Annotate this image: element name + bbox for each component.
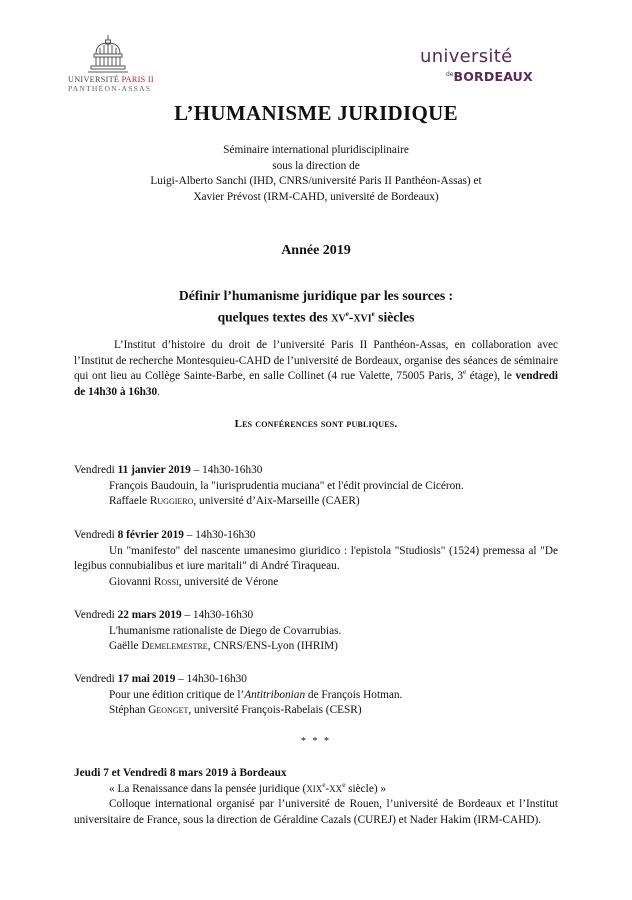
intro-paragraph: L’Institut d’histoire du droit de l’université Paris II Panthéon-Assas, en collaboration avec l’Institut de recherche Montesquieu-CAHD de l’université de Bordeaux, organise des séances de séminaire qui ont lieu au Collège Sainte-Barbe, en salle Collinet (4 rue Valette, 75005 Paris, 3e étage), le vendredi de 14h30 à 16h30. bbox=[74, 339, 559, 398]
speaker: Gaëlle Demelemestre, CNRS/ENS-Lyon (IHRIM) bbox=[109, 640, 338, 653]
theme-heading: Définir l’humanisme juridique par les sources : quelques textes des XVe-XVIe siècles bbox=[178, 288, 454, 325]
logo-bordeaux bbox=[420, 47, 560, 86]
session-item: Vendredi 8 février 2019 – 14h30-16h30 Un "manifesto" del nascente umanesimo giuridico : l'epistola "Studiosis" (1524) premessa al "De legibus connubialibus et iure maritali" di André Tiraqueau. Giovanni Rossi, université de Vérone bbox=[74, 528, 558, 590]
colloquium-date: Jeudi 7 et Vendredi 8 mars 2019 à Bordeaux bbox=[74, 767, 287, 779]
logo-paris2-line1: UNIVERSITÉ PARIS II bbox=[68, 75, 154, 84]
talk-title: Pour une édition critique de l’Antitribonian de François Hotman. bbox=[109, 688, 403, 701]
subtitle-line: Luigi-Alberto Sanchi (IHD, CNRS/université Paris II Panthéon-Assas) et bbox=[150, 175, 482, 187]
subtitle-line: Séminaire international pluridisciplinaire bbox=[223, 144, 409, 156]
session-item: Vendredi 22 mars 2019 – 14h30-16h30 L'humanisme rationaliste de Diego de Covarrubias. Gaëlle Demelemestre, CNRS/ENS-Lyon (IHRIM) bbox=[74, 608, 558, 655]
talk-title: François Baudouin, la "iurisprudentia muciana" et l'édit provincial de Cicéron. bbox=[109, 479, 464, 492]
subtitle-line: Xavier Prévost (IRM-CAHD, université de Bordeaux) bbox=[193, 190, 439, 203]
speaker: Giovanni Rossi, université de Vérone bbox=[109, 575, 279, 588]
logo-bordeaux-de: de bbox=[446, 71, 454, 78]
talk-title: L'humanisme rationaliste de Diego de Covarrubias. bbox=[109, 624, 342, 637]
logo-paris2 bbox=[68, 34, 154, 93]
colloquium-title: « La Renaissance dans la pensée juridique (XIXe-XXe siècle) » bbox=[109, 780, 387, 795]
logo-paris2-line2: PANTHÉON-ASSAS bbox=[68, 84, 152, 93]
seminar-description bbox=[0, 143, 632, 205]
speaker: Stéphan Geonget, université François-Rabelais (CESR) bbox=[109, 704, 362, 717]
session-item: Vendredi 17 mai 2019 – 14h30-16h30 Pour une édition critique de l’Antitribonian de François Hotman. Stéphan Geonget, université François-Rabelais (CESR) bbox=[74, 672, 558, 719]
talk-title: Un "manifesto" del nascente umanesimo giuridico : l'epistola "Studiosis" (1524) premessa al "De legibus connubialibus et iure maritali" di André Tiraqueau. bbox=[74, 544, 558, 573]
subtitle-line: sous la direction de bbox=[272, 159, 360, 172]
section-separator: * * * bbox=[301, 736, 331, 747]
colloquium-description: Colloque international organisé par l’université de Rouen, l’université de Bordeaux et l’Institut universitaire de France, sous la direction de Géraldine Cazals (CUREJ) et Nader Hakim (IRM-CAHD). bbox=[74, 798, 558, 826]
colloquium-item bbox=[74, 766, 558, 828]
logo-bordeaux-name: BORDEAUX bbox=[453, 69, 533, 84]
dome-icon bbox=[86, 34, 130, 74]
public-notice: Les conférences sont publiques. bbox=[234, 418, 398, 430]
year-heading: Année 2019 bbox=[281, 243, 351, 258]
session-item: Vendredi 11 janvier 2019 – 14h30-16h30 François Baudouin, la "iurisprudentia muciana" et l'édit provincial de Cicéron. Raffaele Ruggiero, université d’Aix-Marseille (CAER) bbox=[74, 463, 558, 510]
page-title: L’HUMANISME JURIDIQUE bbox=[174, 101, 458, 125]
speaker: Raffaele Ruggiero, université d’Aix-Marseille (CAER) bbox=[109, 495, 360, 508]
logo-bordeaux-word: université bbox=[420, 46, 513, 67]
